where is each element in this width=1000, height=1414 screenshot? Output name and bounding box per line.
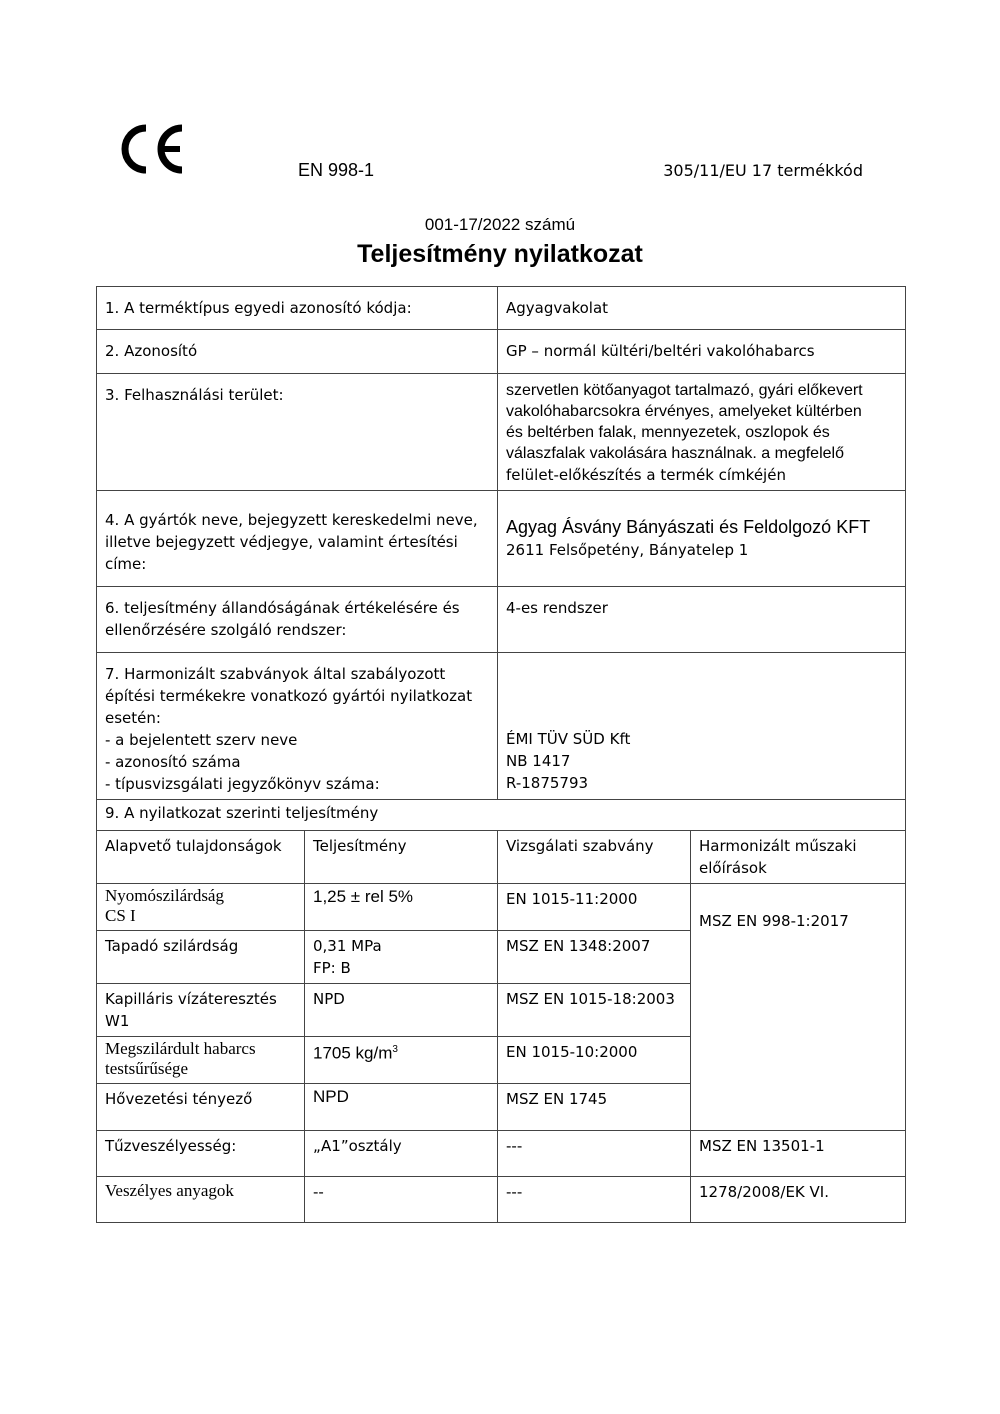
row7-value: [498, 653, 906, 800]
fire-property-name: Tűzveszélyesség:: [97, 1131, 305, 1177]
table-row: [97, 884, 906, 931]
document-number: 001-17/2022 számú: [424, 215, 576, 234]
property-name-line: W1: [105, 1012, 130, 1030]
hazard-performance: --: [305, 1177, 498, 1223]
row7-label: [97, 653, 498, 800]
row6-label-line: 6. teljesítmény állandóságának értékelésére és: [105, 599, 460, 617]
property-performance: NPD: [305, 1084, 498, 1131]
usage-line: és beltérben falak, mennyezetek, oszlopok és: [506, 424, 830, 441]
usage-line: felület-előkészítés a termék címkéjén: [506, 466, 786, 484]
table-row: [97, 1177, 906, 1223]
regulation-code: 305/11/EU 17 termékkód: [663, 161, 863, 180]
manufacturer-address: 2611 Felsőpetény, Bányatelep 1: [506, 541, 749, 559]
header-harmonized-line: előírások: [699, 859, 767, 877]
row1-value: Agyagvakolat: [498, 287, 906, 330]
ce-mark-icon: [120, 122, 186, 176]
row3-value: [498, 374, 906, 491]
property-test-standard: MSZ EN 1745: [498, 1084, 691, 1131]
header-performance: Teljesítmény: [305, 831, 498, 884]
header-harmonized: [691, 831, 906, 884]
property-name-line: Megszilárdult habarcs: [105, 1039, 256, 1058]
notified-body-name: ÉMI TÜV SÜD Kft: [506, 730, 631, 748]
table-row: [97, 800, 906, 831]
header-property: Alapvető tulajdonságok: [97, 831, 305, 884]
document-title: Teljesítmény nyilatkozat: [357, 240, 643, 268]
row7-label-line: esetén:: [105, 709, 161, 727]
row7-label-line: építési termékekre vonatkozó gyártói nyilatkozat: [105, 687, 473, 705]
row2-label: 2. Azonosító: [97, 330, 498, 374]
table-row: [97, 374, 906, 491]
table-row: [97, 587, 906, 653]
hazard-property-name: Veszélyes anyagok: [97, 1177, 305, 1223]
usage-line: vakolóhabarcsokra érvényes, amelyeket kültérben: [506, 403, 862, 420]
fire-performance: „A1”osztály: [305, 1131, 498, 1177]
row6-label-line: ellenőrzésére szolgáló rendszer:: [105, 621, 347, 639]
usage-line: válaszfalak vakolására használnak. a megfelelő: [506, 445, 844, 462]
property-name: [97, 1037, 305, 1084]
property-name: Hővezetési tényező: [97, 1084, 305, 1131]
table-row: [97, 330, 906, 374]
property-name-line: Kapilláris vízáteresztés: [105, 990, 277, 1008]
property-name-line: CS I: [105, 906, 136, 925]
fire-harmonized: MSZ EN 13501-1: [691, 1131, 906, 1177]
table-row: [97, 653, 906, 800]
row7-label-line: 7. Harmonizált szabványok által szabályozott: [105, 665, 446, 683]
property-test-standard: EN 1015-11:2000: [498, 884, 691, 931]
standard-code: EN 998-1: [298, 160, 375, 180]
row4-value: [498, 491, 906, 587]
test-report-number: R-1875793: [506, 774, 589, 792]
usage-line: szervetlen kötőanyagot tartalmazó, gyári előkevert: [506, 382, 863, 399]
table-row: [97, 831, 906, 884]
fire-test-standard: ---: [498, 1131, 691, 1177]
manufacturer-name: Agyag Ásvány Bányászati és Feldolgozó KFT: [506, 517, 871, 537]
table-row: [97, 287, 906, 330]
row7-label-line: - a bejelentett szerv neve: [105, 731, 298, 749]
hazard-harmonized: 1278/2008/EK VI.: [691, 1177, 906, 1223]
table-row: [97, 1131, 906, 1177]
row7-label-line: - típusvizsgálati jegyzőkönyv száma:: [105, 775, 380, 793]
density-unit-exponent: 3: [392, 1044, 398, 1055]
declaration-table: [96, 286, 906, 1223]
row6-value: 4-es rendszer: [498, 587, 906, 653]
harmonized-standard: MSZ EN 998-1:2017: [691, 884, 906, 1131]
property-test-standard: MSZ EN 1348:2007: [498, 931, 691, 984]
header-test-standard: Vizsgálati szabvány: [498, 831, 691, 884]
property-performance: 1,25 ± rel 5%: [305, 884, 498, 931]
property-performance: NPD: [305, 984, 498, 1037]
property-name: [97, 884, 305, 931]
property-performance-line: FP: B: [313, 959, 351, 977]
hazard-test-standard: ---: [498, 1177, 691, 1223]
property-name: [97, 984, 305, 1037]
property-performance-line: 0,31 MPa: [313, 937, 382, 955]
row4-label: [97, 491, 498, 587]
density-value: 1705 kg/m: [313, 1043, 393, 1063]
row4-label-line: 4. A gyártók neve, bejegyzett kereskedelmi neve,: [105, 511, 478, 529]
property-name: Tapadó szilárdság: [97, 931, 305, 984]
row2-value: GP – normál kültéri/beltéri vakolóhabarcs: [498, 330, 906, 374]
property-performance: [305, 931, 498, 984]
row4-label-line: címe:: [105, 555, 147, 573]
property-name-line: testsűrűsége: [105, 1059, 189, 1078]
row7-label-line: - azonosító száma: [105, 753, 241, 771]
property-test-standard: MSZ EN 1015-18:2003: [498, 984, 691, 1037]
header-harmonized-line: Harmonizált műszaki: [699, 837, 857, 855]
performance-section-title: 9. A nyilatkozat szerinti teljesítmény: [97, 800, 906, 831]
notified-body-number: NB 1417: [506, 752, 571, 770]
row3-label: 3. Felhasználási terület:: [97, 374, 498, 491]
table-row: [97, 491, 906, 587]
row6-label: [97, 587, 498, 653]
property-performance: [305, 1037, 498, 1084]
property-test-standard: EN 1015-10:2000: [498, 1037, 691, 1084]
row4-label-line: illetve bejegyzett védjegye, valamint értesítési: [105, 533, 458, 551]
property-name-line: Nyomószilárdság: [105, 886, 224, 905]
row1-label: 1. A terméktípus egyedi azonosító kódja:: [97, 287, 498, 330]
